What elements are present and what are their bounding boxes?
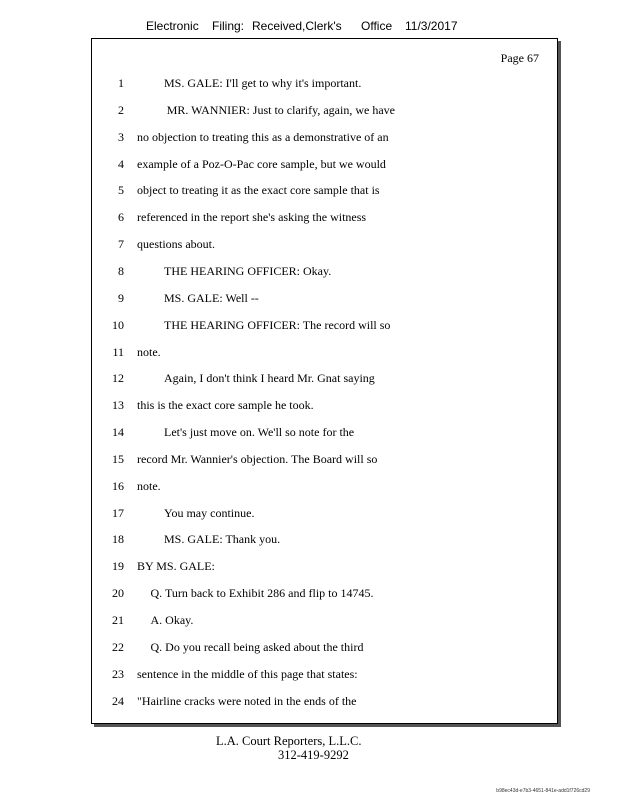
line-text: MS. GALE: Thank you.	[164, 532, 281, 547]
transcript-line	[92, 506, 557, 522]
header-received: Received,Clerk's	[252, 19, 342, 33]
line-number: 24	[112, 693, 124, 708]
line-text: questions about.	[137, 237, 215, 252]
transcript-line	[92, 479, 557, 495]
transcript-line	[92, 345, 557, 361]
transcript-line	[92, 398, 557, 414]
header-date: 11/3/2017	[405, 19, 458, 33]
line-text: this is the exact core sample he took.	[137, 398, 314, 413]
transcript-page	[91, 38, 558, 724]
footer-phone: 312-419-9292	[278, 748, 349, 762]
header-electronic: Electronic	[146, 19, 199, 33]
transcript-line	[92, 694, 557, 710]
line-number: 19	[112, 559, 124, 574]
line-text: Q. Do you recall being asked about the third	[150, 639, 364, 654]
transcript-line	[92, 76, 557, 92]
line-text: no objection to treating this as a demonstrative of an	[137, 129, 389, 144]
line-text: MS. GALE: I'll get to why it's important.	[164, 76, 362, 90]
transcript-line	[92, 425, 557, 441]
line-number: 23	[112, 666, 124, 681]
line-number: 2	[118, 102, 124, 117]
transcript-line	[92, 318, 557, 334]
page-number: Page 67	[500, 51, 539, 65]
line-number: 17	[112, 505, 124, 520]
line-text: example of a Poz-O-Pac core sample, but we would	[137, 156, 386, 171]
transcript-line	[92, 532, 557, 548]
line-number: 5	[118, 183, 124, 198]
line-text: BY MS. GALE:	[137, 559, 215, 574]
line-number: 6	[118, 210, 124, 225]
line-text: THE HEARING OFFICER: Okay.	[164, 263, 332, 278]
transcript-line	[92, 667, 557, 683]
line-number: 1	[118, 76, 124, 90]
transcript-line	[92, 103, 557, 119]
line-text: MS. GALE: Well --	[164, 290, 259, 305]
line-number: 7	[118, 237, 124, 252]
transcript-line	[92, 264, 557, 280]
line-text: note.	[137, 344, 161, 359]
transcript-line	[92, 371, 557, 387]
transcript-line	[92, 452, 557, 468]
transcript-line	[92, 130, 557, 146]
transcript-line	[92, 559, 557, 575]
line-text: Again, I don't think I heard Mr. Gnat saying	[164, 371, 375, 386]
header-office: Office	[361, 19, 393, 33]
line-number: 21	[112, 613, 124, 627]
line-text: A. Okay.	[150, 613, 194, 627]
document-hash: b98ec43d-e7b3-4651-841e-add1f726cd29	[496, 788, 590, 794]
line-number: 10	[112, 317, 124, 332]
line-number: 8	[118, 263, 124, 278]
transcript-line	[92, 586, 557, 602]
transcript-line	[92, 183, 557, 199]
transcript-line	[92, 291, 557, 307]
line-number: 9	[118, 290, 124, 305]
line-number: 4	[118, 156, 124, 171]
line-number: 22	[112, 639, 124, 654]
line-text: Q. Turn back to Exhibit 286 and flip to 14745.	[150, 586, 374, 601]
line-number: 18	[112, 532, 124, 547]
line-text: THE HEARING OFFICER: The record will so	[164, 317, 391, 332]
line-number: 20	[112, 586, 124, 601]
line-text: MR. WANNIER: Just to clarify, again, we have	[166, 102, 395, 117]
transcript-line	[92, 157, 557, 173]
line-number: 15	[112, 451, 124, 466]
header-filing: Filing:	[212, 19, 245, 33]
line-text: note.	[137, 478, 161, 493]
line-text: record Mr. Wannier's objection. The Board will so	[137, 451, 378, 466]
line-text: sentence in the middle of this page that states:	[137, 666, 358, 681]
line-number: 3	[118, 129, 124, 144]
footer-company: L.A. Court Reporters, L.L.C.	[216, 734, 362, 748]
line-number: 16	[112, 478, 124, 493]
line-text: You may continue.	[164, 505, 255, 520]
transcript-line	[92, 613, 557, 629]
line-text: "Hairline cracks were noted in the ends of the	[137, 693, 357, 708]
line-text: Let's just move on. We'll so note for the	[164, 425, 355, 440]
line-number: 11	[112, 344, 124, 359]
line-number: 14	[112, 425, 124, 440]
transcript-line	[92, 210, 557, 226]
line-text: object to treating it as the exact core sample that is	[137, 183, 380, 198]
line-number: 13	[112, 398, 124, 413]
transcript-line	[92, 237, 557, 253]
transcript-line	[92, 640, 557, 656]
line-text: referenced in the report she's asking the witness	[137, 210, 367, 225]
line-number: 12	[112, 371, 124, 386]
